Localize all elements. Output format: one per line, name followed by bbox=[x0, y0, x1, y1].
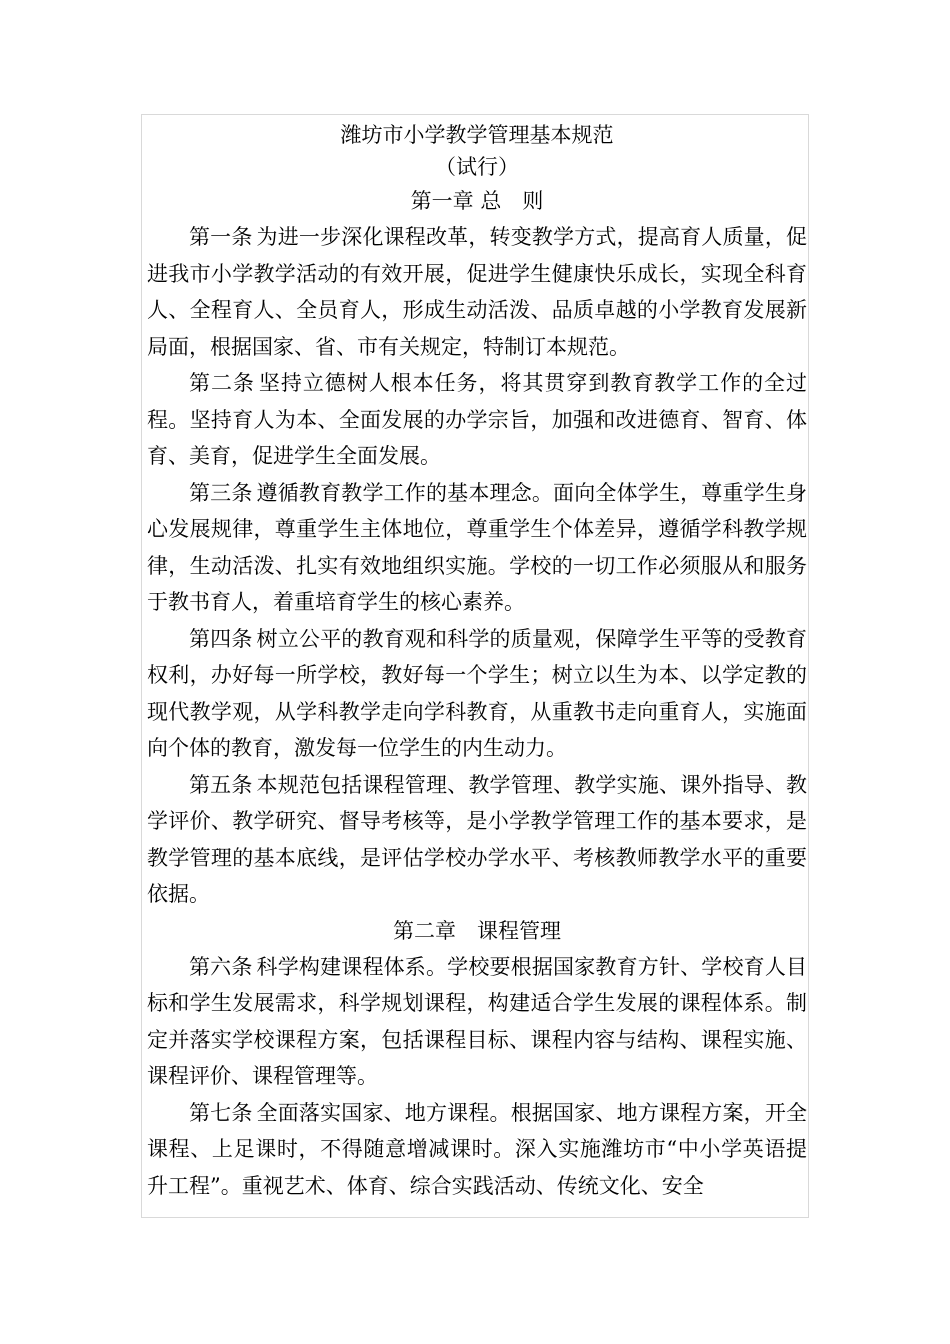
article-label: 第三条 bbox=[189, 480, 253, 505]
article-label: 第六条 bbox=[189, 954, 253, 979]
document-subtitle: （试行） bbox=[435, 155, 519, 179]
article-text: 为进一步深化课程改革，转变教学方式，提高育人质量，促进我市小学教学活动的有效开展，促进学生健康快乐成长，实现全科育人、全程育人、全员育人，形成生动活泼、品质卓越的小学教育发展新局面，根据国家、省、市有关规定，特制订本规范。 bbox=[147, 225, 808, 359]
article-text: 树立公平的教育观和科学的质量观，保障学生平等的受教育权利，办好每一所学校，教好每一个学生；树立以生为本、以学定教的现代教学观，从学科教学走向学科教育，从重教书走向重育人，实施面向个体的教育，激发每一位学生的内生动力。 bbox=[147, 626, 808, 760]
article-label: 第五条 bbox=[189, 772, 253, 797]
article-text: 本规范包括课程管理、教学管理、教学实施、课外指导、教学评价、教学研究、督导考核等，是小学教学管理工作的基本要求，是教学管理的基本底线，是评估学校办学水平、考核教师教学水平的重要依据。 bbox=[147, 772, 808, 906]
article-label: 第四条 bbox=[189, 626, 253, 651]
article-2 bbox=[147, 365, 807, 475]
article-text: 遵循教育教学工作的基本理念。面向全体学生，尊重学生身心发展规律，尊重学生主体地位，尊重学生个体差异，遵循学科教学规律，生动活泼、扎实有效地组织实施。学校的一切工作必须服从和服务于教书育人，着重培育学生的核心素养。 bbox=[147, 480, 808, 614]
document-content bbox=[147, 119, 807, 1204]
article-4 bbox=[147, 621, 807, 767]
article-7 bbox=[147, 1095, 807, 1205]
article-text: 坚持立德树人根本任务，将其贯穿到教育教学工作的全过程。坚持育人为本、全面发展的办学宗旨，加强和改进德育、智育、体育、美育，促进学生全面发展。 bbox=[147, 371, 807, 468]
document-title: 潍坊市小学教学管理基本规范 bbox=[340, 123, 614, 147]
article-3 bbox=[147, 475, 807, 621]
article-label: 第二条 bbox=[189, 371, 255, 395]
article-label: 第七条 bbox=[189, 1100, 253, 1125]
article-label: 第一条 bbox=[189, 225, 253, 249]
article-text: 全面落实国家、地方课程。根据国家、地方课程方案，开全课程、上足课时，不得随意增减课时。深入实施潍坊市“中小学英语提升工程”。重视艺术、体育、综合实践活动、传统文化、安全 bbox=[147, 1100, 808, 1198]
article-text: 科学构建课程体系。学校要根据国家教育方针、学校育人目标和学生发展需求，科学规划课程，构建适合学生发展的课程体系。制定并落实学校课程方案，包括课程目标、课程内容与结构、课程实施、课程评价、课程管理等。 bbox=[147, 954, 808, 1088]
chapter-1-heading: 第一章 总 则 bbox=[410, 189, 544, 213]
document-page bbox=[141, 114, 809, 1218]
article-6 bbox=[147, 949, 807, 1095]
article-1 bbox=[147, 219, 807, 365]
article-5 bbox=[147, 767, 807, 913]
chapter-2-heading: 第二章 课程管理 bbox=[393, 918, 561, 943]
